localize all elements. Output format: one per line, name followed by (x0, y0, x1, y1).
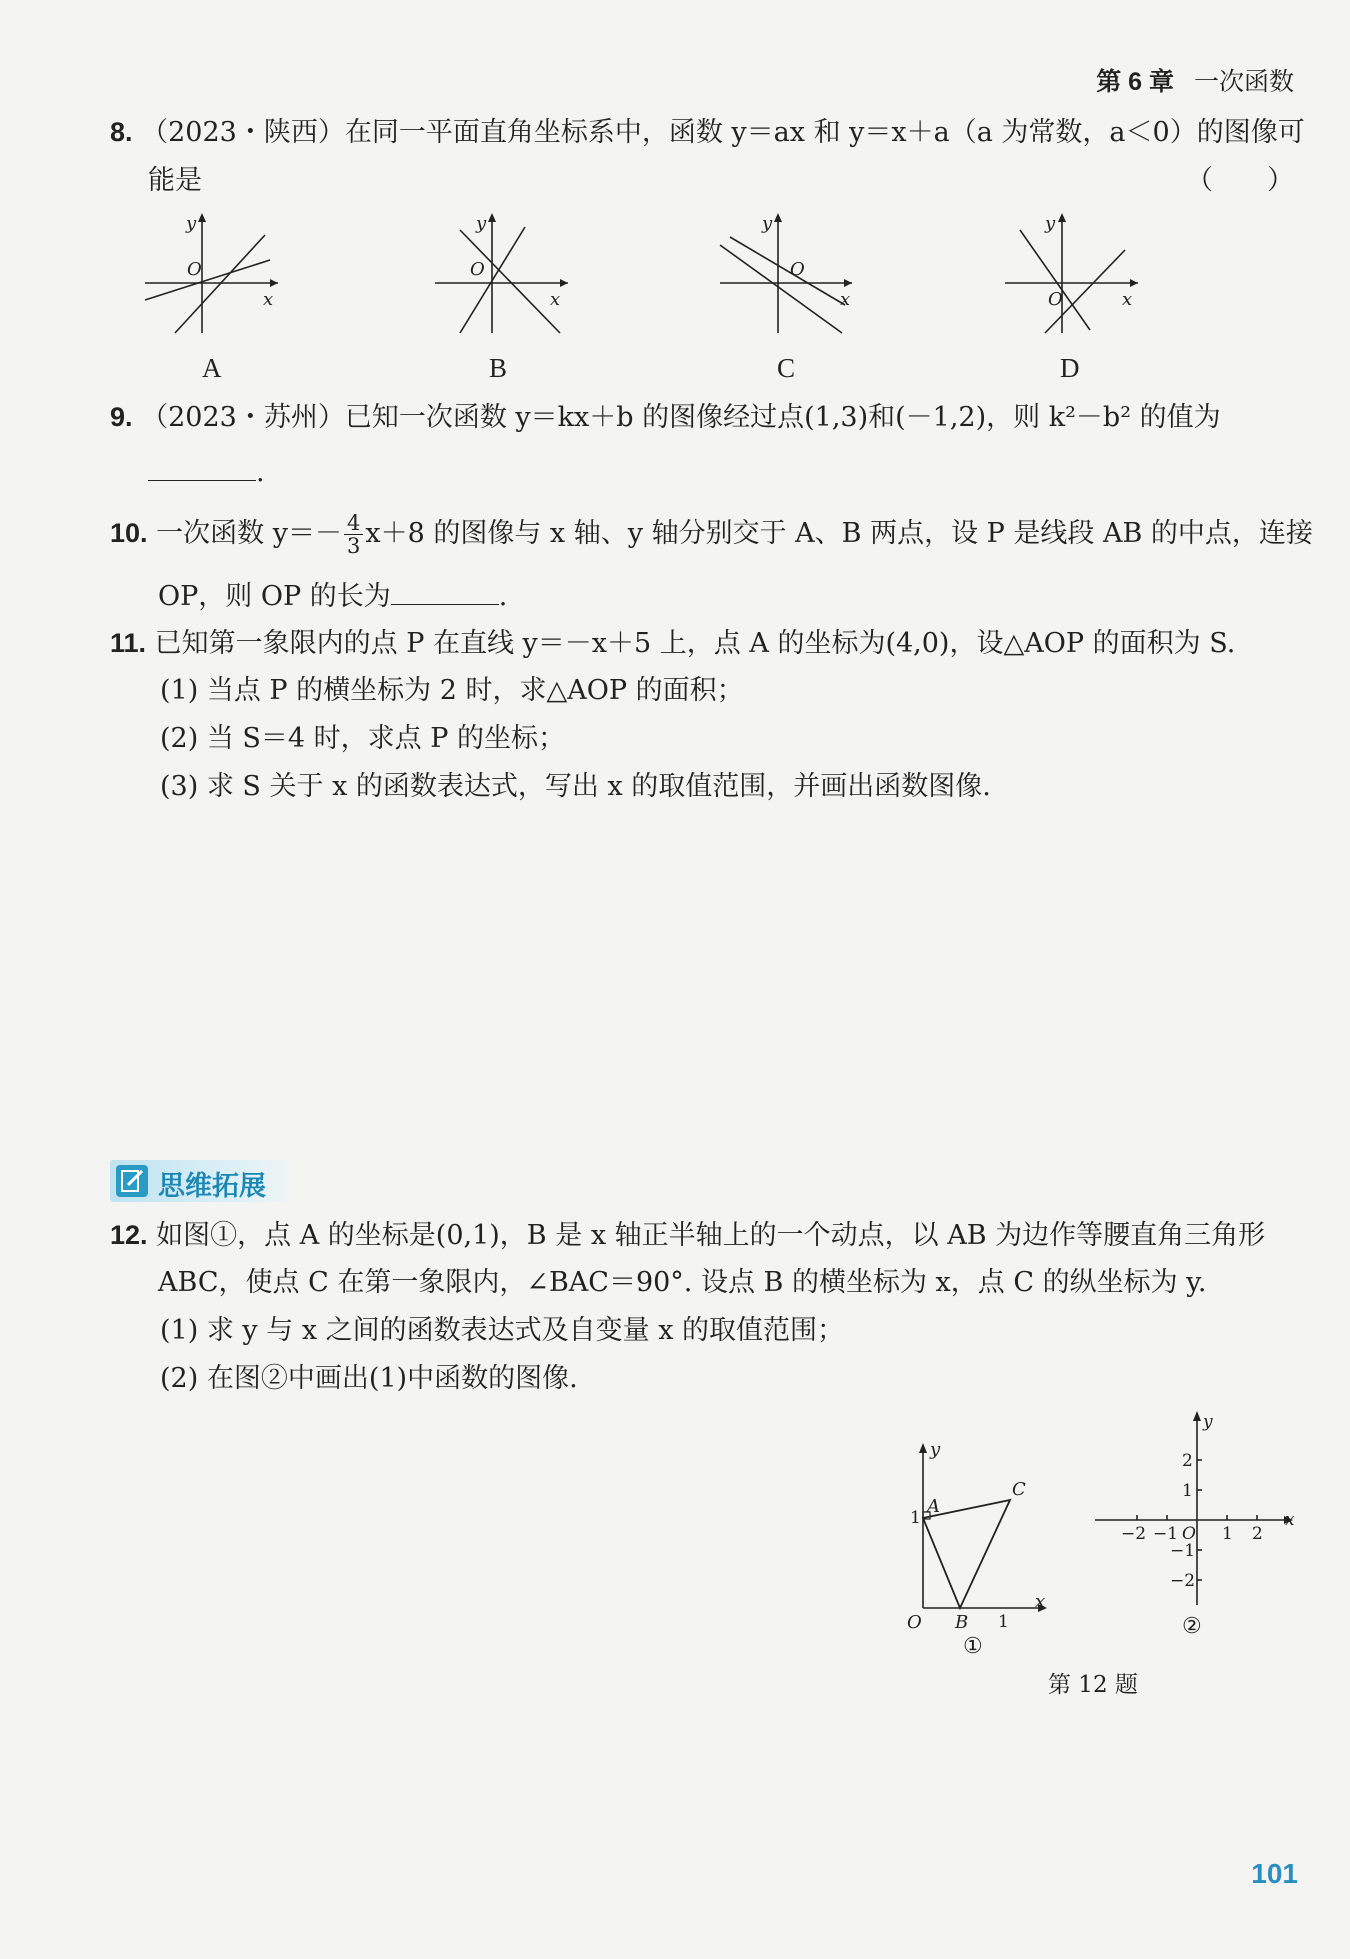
option-c-label: C (777, 353, 796, 383)
question-11-line1 (110, 626, 1235, 661)
option-b-graph (435, 213, 568, 333)
section-title: 思维拓展 (158, 1171, 266, 1202)
question-12-part-2: (2) 在图②中画出(1)中函数的图像. (160, 1363, 578, 1394)
page-header (1096, 62, 1294, 98)
question-9-answer-blank[interactable] (148, 454, 256, 481)
fig2-xtick-1: 1 (1222, 1524, 1233, 1544)
option-d-x-label: x (1122, 289, 1133, 310)
question-10-line1 (110, 512, 1313, 557)
fig1-point-c: C (1012, 1479, 1026, 1500)
question-8-answer-parens: （ ） (1186, 165, 1294, 196)
chapter-label: 第 6 章 (1096, 68, 1174, 96)
fig1-tick-y-1: 1 (910, 1508, 921, 1528)
fig2-ytick-neg1: −1 (1170, 1541, 1196, 1561)
question-12-part-1: (1) 求 y 与 x 之间的函数表达式及自变量 x 的取值范围； (160, 1315, 845, 1346)
fig1-tick-x-1: 1 (998, 1612, 1009, 1632)
question-9-number: 9. (110, 402, 133, 432)
question-11-stem: 已知第一象限内的点 P 在直线 y＝－x＋5 上，点 A 的坐标为(4,0)，设△AOP 的面积为 S. (154, 628, 1236, 659)
question-12-stem: 如图①，点 A 的坐标是(0,1)，B 是 x 轴正半轴上的一个动点，以 AB 为边作等腰直角三角形 (156, 1220, 1266, 1251)
question-8-stem: （2023・陕西）在同一平面直角坐标系中，函数 y＝ax 和 y＝x＋a（a 为常数，a＜0）的图像可 (141, 117, 1305, 148)
option-a-label: A (202, 353, 222, 383)
question-10-pre: 一次函数 y＝－ (156, 518, 342, 549)
fig1-caption: ① (963, 1634, 983, 1655)
section-banner (110, 1160, 300, 1202)
option-b-label: B (489, 353, 508, 383)
question-12-number: 12. (110, 1220, 148, 1250)
fig2-x-label: x (1285, 1510, 1295, 1530)
fig2-xtick-neg2: −2 (1121, 1524, 1147, 1544)
option-c-y-label: y (762, 213, 773, 234)
chapter-title: 一次函数 (1193, 68, 1294, 96)
option-a-y-label: y (186, 213, 197, 234)
option-b-y-label: y (476, 213, 487, 234)
fig2-origin: O (1182, 1524, 1196, 1544)
question-12-line2: ABC，使点 C 在第一象限内，∠BAC＝90°. 设点 B 的横坐标为 x，点 C 的纵坐标为 y. (158, 1267, 1207, 1298)
figure-1 (895, 1435, 1070, 1655)
question-8-number: 8. (110, 117, 133, 147)
question-10-post: x＋8 的图像与 x 轴、y 轴分别交于 A、B 两点，设 P 是线段 AB 的中点，连接 (365, 518, 1313, 549)
question-10-line2 (158, 578, 507, 614)
fig1-point-b: B (955, 1612, 969, 1633)
question-9-line2 (148, 454, 265, 490)
question-11-part-3: (3) 求 S 关于 x 的函数表达式，写出 x 的取值范围，并画出函数图像. (160, 771, 991, 802)
figure-caption: 第 12 题 (1048, 1672, 1138, 1698)
fig2-xtick-neg1: −1 (1153, 1524, 1179, 1544)
question-10-answer-blank[interactable] (391, 578, 499, 605)
option-d-y-label: y (1045, 213, 1056, 234)
fig2-ytick-2: 2 (1182, 1451, 1193, 1471)
page-number: 101 (1251, 1858, 1298, 1889)
question-10-end: . (498, 581, 508, 612)
question-8-line1 (110, 115, 1305, 150)
option-d-origin-label: O (1048, 289, 1063, 310)
fig2-ytick-neg2: −2 (1170, 1571, 1196, 1591)
option-a-x-label: x (263, 289, 274, 310)
fig1-origin: O (907, 1612, 922, 1633)
option-a-origin-label: O (187, 259, 202, 280)
fig2-caption: ② (1182, 1614, 1202, 1639)
fig2-ytick-1: 1 (1182, 1481, 1193, 1501)
option-d-graph (1005, 213, 1138, 333)
fraction-numerator: 4 (344, 512, 363, 535)
option-d-label: D (1060, 353, 1080, 383)
question-9-line1 (110, 400, 1221, 435)
fig2-y-label: y (1203, 1412, 1213, 1432)
option-a-graph (145, 213, 278, 333)
fig1-y-label: y (930, 1439, 941, 1460)
option-c-x-label: x (840, 289, 851, 310)
question-10-fraction (344, 512, 363, 557)
figure-2 (1090, 1405, 1305, 1640)
fig1-point-a: A (927, 1496, 940, 1517)
question-12-line1 (110, 1218, 1265, 1253)
question-9-end: . (256, 457, 265, 488)
question-10-number: 10. (110, 518, 148, 548)
fig2-xtick-2: 2 (1252, 1524, 1263, 1544)
question-8-line2: 能是 (148, 165, 202, 196)
question-11-part-1: (1) 当点 P 的横坐标为 2 时，求△AOP 的面积； (160, 675, 744, 706)
option-b-origin-label: O (470, 259, 485, 280)
option-b-x-label: x (550, 289, 561, 310)
option-c-origin-label: O (790, 259, 805, 280)
question-11-number: 11. (110, 628, 147, 658)
pencil-note-icon (116, 1165, 148, 1197)
question-11-part-2: (2) 当 S＝4 时，求点 P 的坐标； (160, 723, 565, 754)
question-10-line2-text: OP，则 OP 的长为 (158, 581, 391, 612)
question-9-stem: （2023・苏州）已知一次函数 y＝kx＋b 的图像经过点(1,3)和(－1,2)，则 k²－b² 的值为 (141, 402, 1221, 433)
option-c-graph (720, 213, 852, 333)
fraction-denominator: 3 (346, 534, 361, 558)
question-8-option-graphs (130, 205, 1230, 345)
fig1-x-label: x (1035, 1591, 1046, 1612)
